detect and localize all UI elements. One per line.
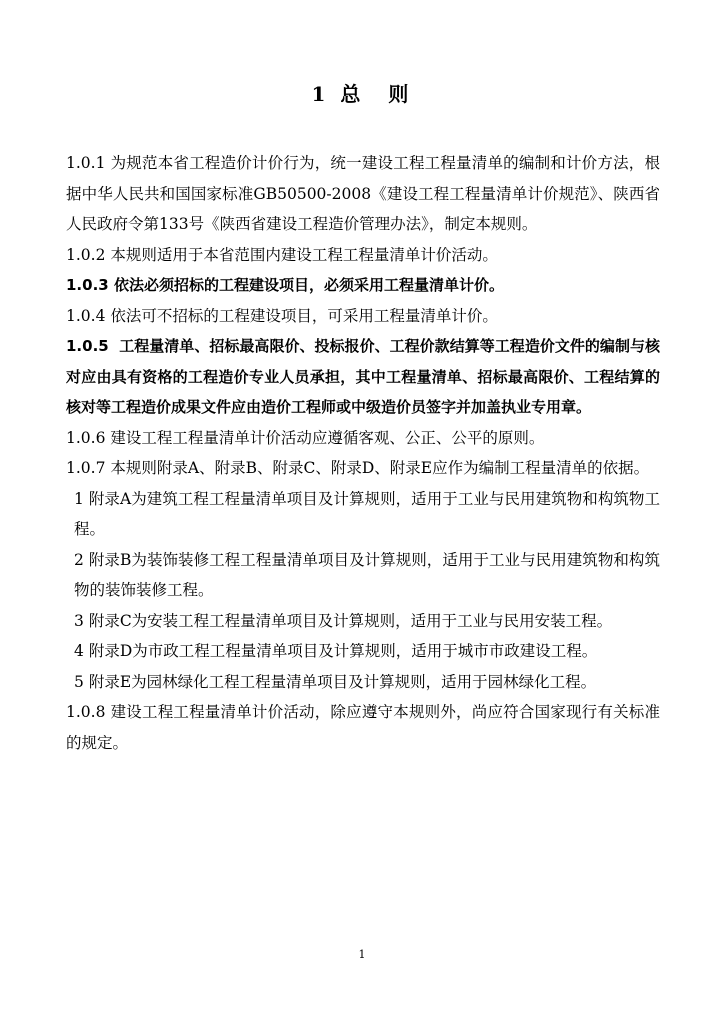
page-number: 1 <box>358 948 366 961</box>
clause-number: 1.0.1 <box>66 154 106 172</box>
item-text: 附录A为建筑工程工程量清单项目及计算规则，适用于工业与民用建筑物和构筑物工程。 <box>74 489 660 538</box>
item-number: 5 <box>74 672 84 691</box>
item-text: 附录C为安装工程工程量清单项目及计算规则，适用于工业与民用安装工程。 <box>88 611 613 630</box>
clause-number: 1.0.6 <box>66 428 106 447</box>
clause-1-0-1 <box>66 148 660 240</box>
clause-text: 本规则适用于本省范围内建设工程工程量清单计价活动。 <box>110 245 498 264</box>
appendix-item-d <box>66 636 660 667</box>
item-number: 2 <box>74 550 84 569</box>
clause-number: 1.0.4 <box>66 306 106 325</box>
clause-number: 1.0.2 <box>66 245 106 264</box>
appendix-item-a <box>66 484 660 545</box>
clause-1-0-4 <box>66 301 660 332</box>
document-body <box>66 148 660 758</box>
clause-number: 1.0.3 <box>66 276 109 294</box>
clause-1-0-2 <box>66 240 660 271</box>
clause-number: 1.0.7 <box>66 459 106 477</box>
clause-text: 本规则附录A、附录B、附录C、附录D、附录E应作为编制工程量清单的依据。 <box>110 459 650 477</box>
item-text: 附录B为装饰装修工程工程量清单项目及计算规则，适用于工业与民用建筑物和构筑物的装饰装修工程。 <box>74 550 660 599</box>
clause-text: 依法可不招标的工程建设项目，可采用工程量清单计价。 <box>110 306 498 325</box>
item-text: 附录D为市政工程工程量清单项目及计算规则，适用于城市市政建设工程。 <box>88 642 598 660</box>
clause-text: 为规范本省工程造价计价行为，统一建设工程工程量清单的编制和计价方法，根据中华人民共和国国家标准GB50500-2008《建设工程工程量清单计价规范》、陕西省人民政府令第133号《陕西省建设工程造价管理办法》，制定本规则。 <box>66 154 660 233</box>
clause-1-0-7 <box>66 453 660 484</box>
item-number: 3 <box>74 611 84 630</box>
clause-1-0-3 <box>66 270 660 301</box>
clause-text: 依法必须招标的工程建设项目，必须采用工程量清单计价。 <box>113 276 504 294</box>
chapter-title: 1 总 则 <box>311 82 413 106</box>
clause-text: 建设工程工程量清单计价活动，除应遵守本规则外，尚应符合国家现行有关标准的规定。 <box>66 703 660 752</box>
clause-1-0-6 <box>66 423 660 454</box>
clause-text: 工程量清单、招标最高限价、投标报价、工程价款结算等工程造价文件的编制与核对应由具有资格的工程造价专业人员承担，其中工程量清单、招标最高限价、工程结算的核对等工程造价成果文件应由造价工程师或中级造价员签字并加盖执业专用章。 <box>66 337 660 416</box>
clause-1-0-5 <box>66 331 660 423</box>
clause-number: 1.0.8 <box>66 703 106 721</box>
clause-number: 1.0.5 <box>66 337 109 355</box>
item-number: 4 <box>74 642 84 660</box>
appendix-item-c <box>66 606 660 637</box>
item-text: 附录E为园林绿化工程工程量清单项目及计算规则，适用于园林绿化工程。 <box>88 672 597 691</box>
item-number: 1 <box>74 489 84 508</box>
clause-text: 建设工程工程量清单计价活动应遵循客观、公正、公平的原则。 <box>110 428 545 447</box>
appendix-item-b <box>66 545 660 606</box>
appendix-item-e <box>66 667 660 698</box>
clause-1-0-8 <box>66 697 660 758</box>
